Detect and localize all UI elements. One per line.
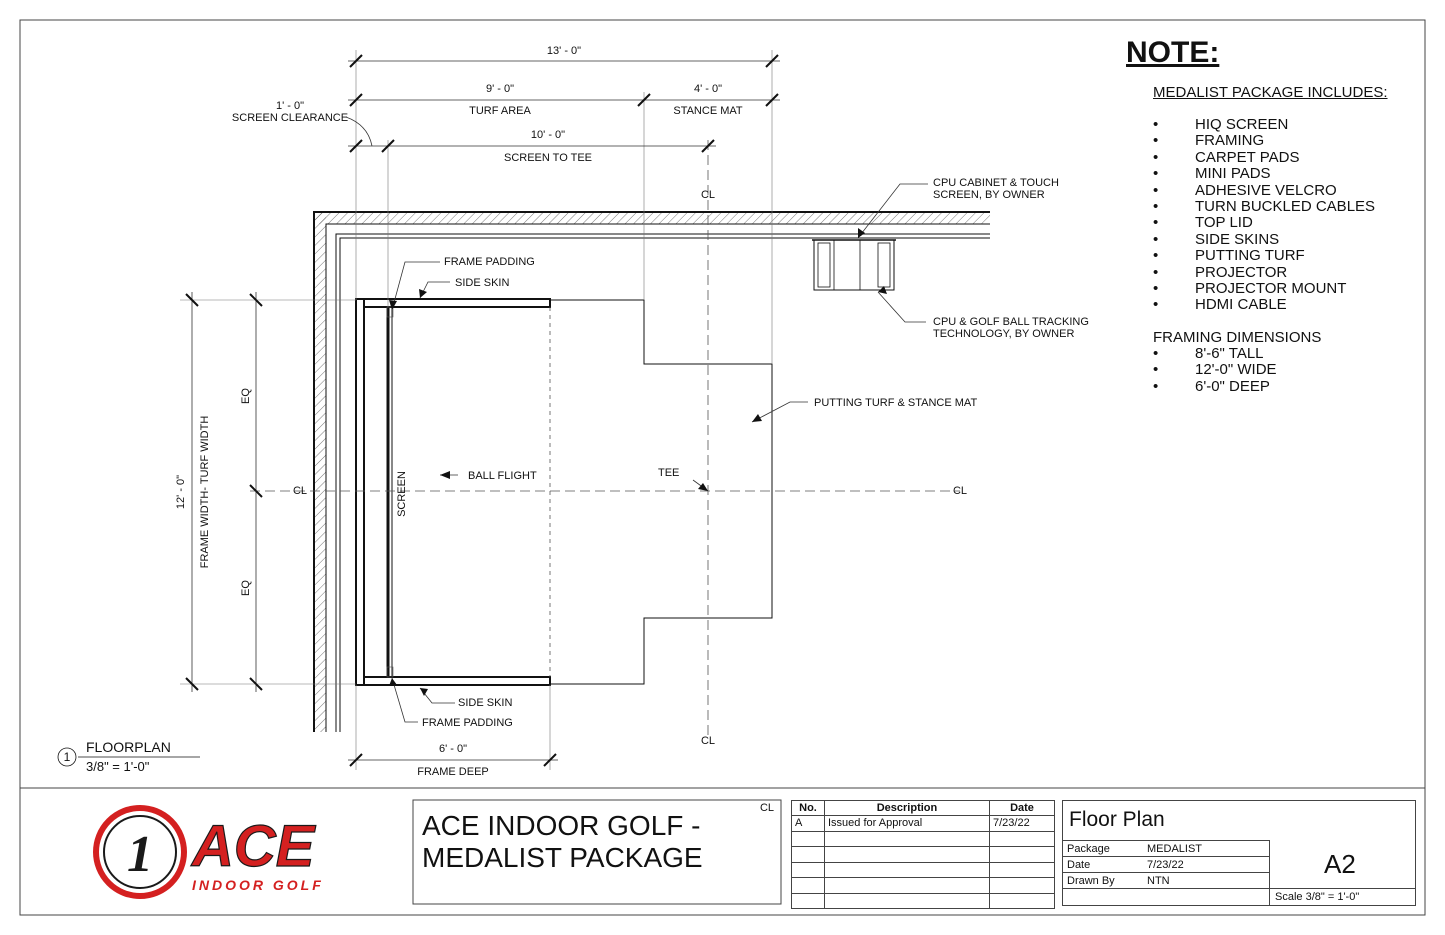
framing-item: • 12'-0" WIDE <box>1153 362 1277 378</box>
rev-header-no: No. <box>792 801 825 816</box>
rev-no: A <box>792 816 825 832</box>
package-item: • SIDE SKINS <box>1153 232 1375 248</box>
package-item: • TOP LID <box>1153 215 1375 231</box>
package-label: Package <box>1067 843 1110 855</box>
dim-stance-text: 4' - 0" <box>693 83 723 95</box>
screen-clearance-label: SCREEN CLEARANCE <box>231 112 349 124</box>
revision-row-empty <box>792 847 1055 863</box>
package-item: • PUTTING TURF <box>1153 248 1375 264</box>
svg-text:CL: CL <box>952 485 968 497</box>
cpu-tracking-label-2: TECHNOLOGY, BY OWNER <box>933 328 1075 340</box>
turf-area-label: TURF AREA <box>469 105 531 117</box>
drawn-by-row <box>1063 872 1269 889</box>
dimension-lines <box>192 61 780 760</box>
tee-label: TEE <box>658 467 680 479</box>
eq-label-bottom: EQ <box>240 580 252 596</box>
project-title-line-1: ACE INDOOR GOLF - <box>422 810 701 841</box>
revision-row-empty <box>792 862 1055 878</box>
screen-frame <box>356 299 550 685</box>
drawn-by-label: Drawn By <box>1067 875 1115 887</box>
package-item: • MINI PADS <box>1153 166 1375 182</box>
cl-symbol-right <box>953 485 967 497</box>
scale-label: Scale <box>1275 891 1303 903</box>
dim-screen-tee-text: 10' - 0" <box>530 129 566 141</box>
revision-table <box>791 800 1055 909</box>
screen-label: SCREEN <box>396 471 408 517</box>
view-number: 1 <box>63 750 71 764</box>
date-label: Date <box>1067 859 1091 871</box>
svg-text:CL: CL <box>292 485 308 497</box>
framing-item: • 8'-6" TALL <box>1153 346 1277 362</box>
cpu-cabinet-label-1: CPU CABINET & TOUCH <box>933 177 1059 189</box>
leader-lines <box>346 117 928 722</box>
eq-label-top: EQ <box>240 388 252 404</box>
package-item: • HDMI CABLE <box>1153 297 1375 313</box>
package-item: • ADHESIVE VELCRO <box>1153 183 1375 199</box>
rev-date: 7/23/22 <box>990 816 1055 832</box>
view-scale-text: 3/8" = 1'-0" <box>86 759 150 774</box>
logo-numeral: 1 <box>127 826 153 883</box>
frame-deep-label: FRAME DEEP <box>417 766 489 778</box>
cpu-tracking-label-1: CPU & GOLF BALL TRACKING <box>933 316 1089 328</box>
svg-text:CL: CL <box>700 735 716 747</box>
cl-symbol-left <box>293 485 307 497</box>
frame-width-label: FRAME WIDTH- TURF WIDTH <box>199 415 211 569</box>
svg-text:CL: CL <box>700 189 716 201</box>
cl-symbol-bottom <box>701 735 715 747</box>
framing-item: • 6'-0" DEEP <box>1153 379 1277 395</box>
scale-value: 3/8" = 1'-0" <box>1305 891 1360 903</box>
frame-padding-label-top: FRAME PADDING <box>444 256 535 268</box>
dim-total-text: 13' - 0" <box>546 45 582 57</box>
revision-row-empty <box>792 893 1055 909</box>
revision-row-empty <box>792 831 1055 847</box>
framing-heading: FRAMING DIMENSIONS <box>1153 329 1322 346</box>
package-item: • PROJECTOR MOUNT <box>1153 281 1375 297</box>
dim-clearance-text: 1' - 0" <box>275 100 305 112</box>
logo-tagline: INDOOR GOLF <box>192 877 324 893</box>
view-title-text: FLOORPLAN <box>86 739 171 755</box>
dim-width-text: 12' - 0" <box>175 474 187 510</box>
date-value: 7/23/22 <box>1147 859 1184 871</box>
note-title: NOTE: <box>1126 36 1220 69</box>
package-value: MEDALIST <box>1147 843 1203 855</box>
revision-header-row <box>792 801 1055 816</box>
dimension-ticks <box>186 55 778 766</box>
screen-to-tee-label: SCREEN TO TEE <box>503 152 593 164</box>
side-skin-label-bottom: SIDE SKIN <box>458 697 513 709</box>
framing-items-list <box>1153 346 1277 395</box>
stance-mat-label: STANCE MAT <box>673 105 743 117</box>
rev-header-description: Description <box>825 801 990 816</box>
sheet-number: A2 <box>1324 849 1356 879</box>
ball-flight-label: BALL FLIGHT <box>468 470 537 482</box>
drawn-by-value: NTN <box>1147 875 1170 887</box>
svg-text:CL: CL <box>759 802 775 814</box>
cpu-cabinet-label-2: SCREEN, BY OWNER <box>933 189 1045 201</box>
revision-row <box>792 816 1055 832</box>
cl-symbol-titleblock <box>760 802 774 814</box>
cl-symbol-top <box>701 189 715 201</box>
package-item: • CARPET PADS <box>1153 150 1375 166</box>
package-items-list <box>1153 117 1375 314</box>
dim-deep-text: 6' - 0" <box>438 743 468 755</box>
project-title <box>422 810 703 874</box>
putting-turf-outline <box>356 300 772 684</box>
dim-turf-text: 9' - 0" <box>485 83 515 95</box>
package-heading: MEDALIST PACKAGE INCLUDES: <box>1153 84 1388 101</box>
title-block <box>1062 800 1416 906</box>
frame-padding-label-bottom: FRAME PADDING <box>422 717 513 729</box>
logo-name: ACE <box>192 814 315 879</box>
rev-header-date: Date <box>990 801 1055 816</box>
rev-description: Issued for Approval <box>825 816 990 832</box>
blank-row <box>1063 888 1269 905</box>
package-item: • FRAMING <box>1153 133 1375 149</box>
package-item: • PROJECTOR <box>1153 265 1375 281</box>
extension-lines <box>180 50 772 770</box>
revision-row-empty <box>792 878 1055 894</box>
scale-row <box>1269 888 1415 903</box>
view-title <box>58 739 200 774</box>
package-row <box>1063 840 1269 857</box>
side-skin-label-top: SIDE SKIN <box>455 277 510 289</box>
package-item: • TURN BUCKLED CABLES <box>1153 199 1375 215</box>
cpu-cabinet <box>812 240 896 290</box>
putting-turf-label: PUTTING TURF & STANCE MAT <box>814 397 978 409</box>
package-item: • HIQ SCREEN <box>1153 117 1375 133</box>
sheet-name: Floor Plan <box>1069 808 1165 831</box>
project-title-line-2: MEDALIST PACKAGE <box>422 842 703 873</box>
drawing-labels <box>175 45 1089 778</box>
date-row <box>1063 856 1269 873</box>
ace-logo <box>96 808 324 896</box>
